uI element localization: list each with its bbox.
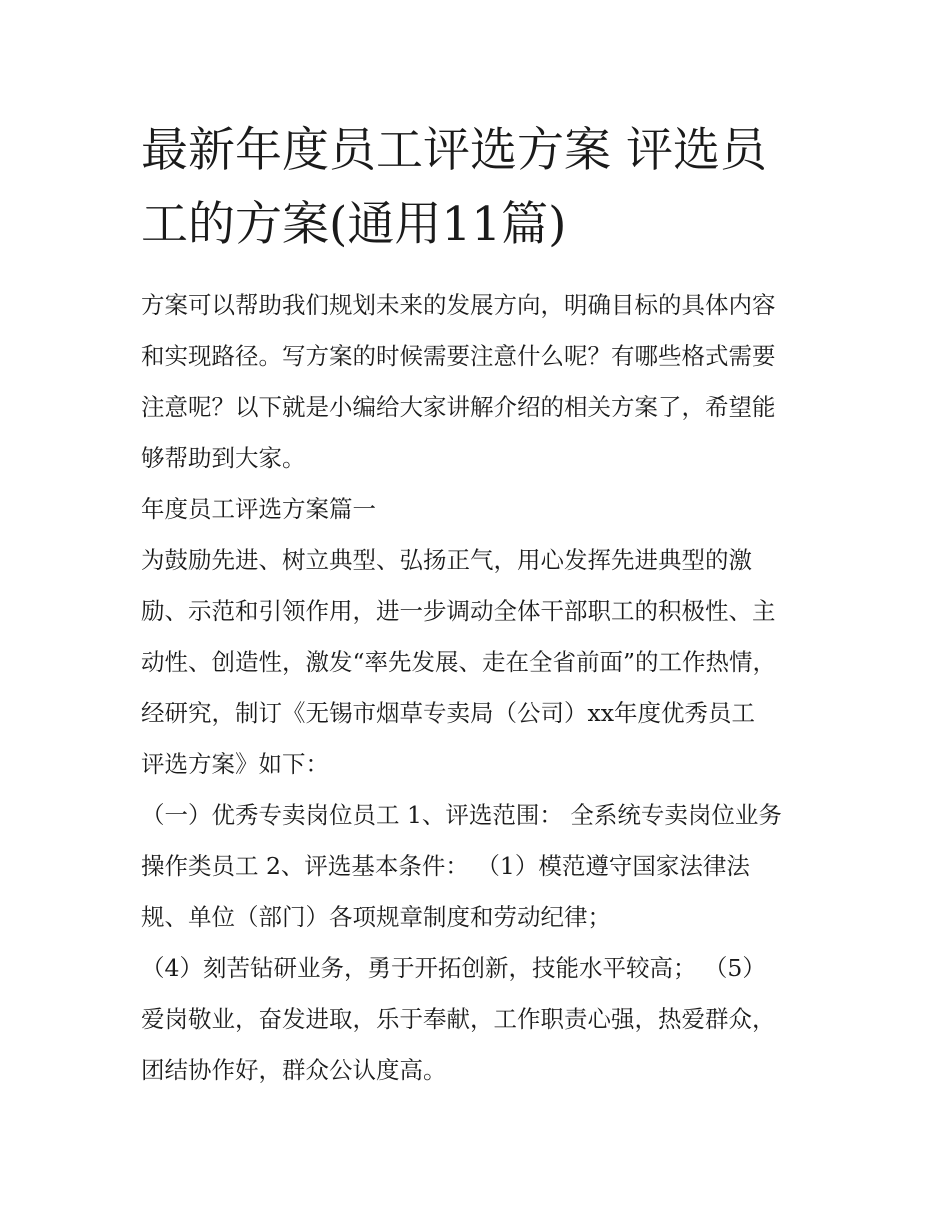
body-line: 爱岗敬业，奋发进取，乐于奉献，工作职责心强，热爱群众， [141, 1005, 776, 1033]
body-line: 注意呢？以下就是小编给大家讲解介绍的相关方案了，希望能 [141, 393, 776, 421]
body-line: 和实现路径。写方案的时候需要注意什么呢？有哪些格式需要 [141, 342, 776, 370]
body-line: 操作类员工 2、评选基本条件： （1）模范遵守国家法律法 [141, 852, 750, 880]
body-line: 够帮助到大家。 [141, 444, 306, 472]
title-line: 最新年度员工评选方案 评选员 [141, 123, 767, 178]
body-line: 为鼓励先进、树立典型、弘扬正气，用心发挥先进典型的激 [141, 546, 752, 574]
body-line: 团结协作好，群众公认度高。 [141, 1056, 447, 1084]
body-line: 方案可以帮助我们规划未来的发展方向，明确目标的具体内容 [141, 291, 776, 319]
document-body [141, 280, 831, 1096]
body-line: 评选方案》如下： [141, 750, 329, 778]
body-line: 规、单位（部门）各项规章制度和劳动纪律； [141, 903, 611, 931]
title-line: 工的方案(通用11篇) [141, 197, 567, 252]
body-line: 动性、创造性，激发“率先发展、走在全省前面”的工作热情， [141, 648, 777, 676]
body-line: （一）优秀专卖岗位员工 1、评选范围： 全系统专卖岗位业务 [141, 801, 782, 829]
body-line: 经研究，制订《无锡市烟草专卖局（公司）xx年度优秀员工 [141, 699, 756, 727]
body-line: （4）刻苦钻研业务，勇于开拓创新，技能水平较高； （5） [141, 954, 766, 982]
document-title [141, 114, 821, 262]
section-heading: 年度员工评选方案篇一 [141, 495, 376, 523]
body-line: 励、示范和引领作用，进一步调动全体干部职工的积极性、主 [141, 597, 776, 625]
